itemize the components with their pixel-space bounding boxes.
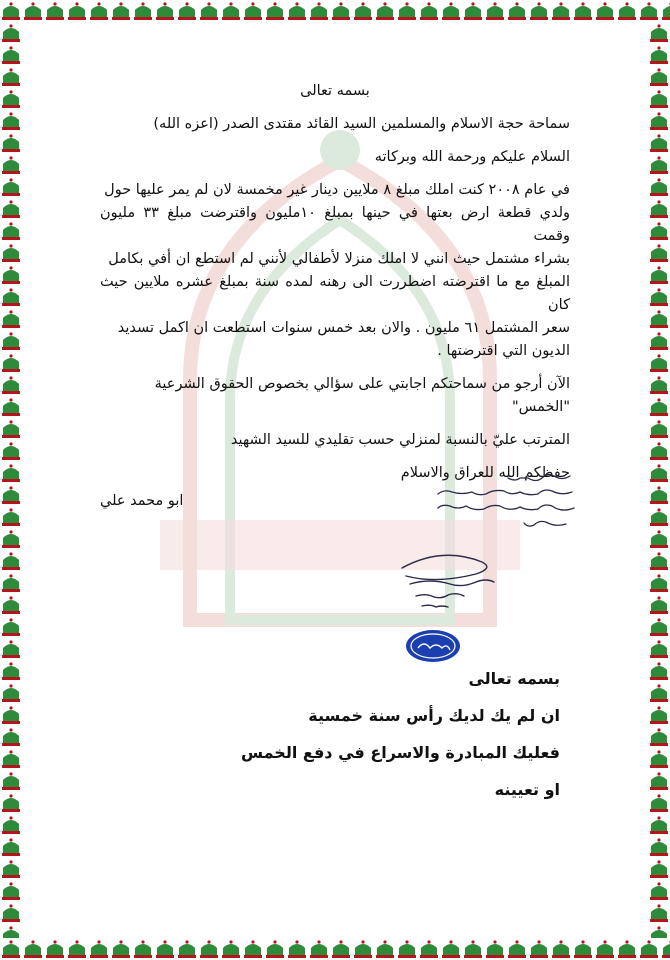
- border-tile: [650, 310, 668, 328]
- border-ornament: [0, 22, 22, 938]
- border-tile: [24, 2, 42, 20]
- border-tile: [650, 772, 668, 790]
- greeting: السلام عليكم ورحمة الله وبركاته: [374, 149, 570, 165]
- border-tile: [650, 178, 668, 196]
- border-tile: [2, 706, 20, 724]
- body-line: بشراء مشتمل حيث انني لا املك منزلا لأطفالي لأنني لم استطع ان أفي بكامل: [108, 251, 570, 267]
- border-tile: [2, 156, 20, 174]
- border-tile: [310, 940, 328, 958]
- border-tile: [2, 266, 20, 284]
- border-tile: [244, 2, 262, 20]
- border-tile: [46, 2, 64, 20]
- border-tile: [354, 940, 372, 958]
- border-tile: [2, 816, 20, 834]
- border-tile: [2, 420, 20, 438]
- border-tile: [650, 90, 668, 108]
- border-tile: [2, 222, 20, 240]
- border-tile: [222, 2, 240, 20]
- border-tile: [650, 200, 668, 218]
- border-tile: [650, 882, 668, 900]
- border-tile: [650, 332, 668, 350]
- border-tile: [2, 46, 20, 64]
- handwritten-answer: [380, 470, 580, 532]
- border-bottom: [0, 938, 670, 960]
- signature: [392, 550, 502, 610]
- border-ornament: [0, 938, 670, 960]
- border-tile: [112, 2, 130, 20]
- question-line: الآن أرجو من سماحتكم اجابتي على سؤالي بخصوص الحقوق الشرعية "الخمس": [154, 376, 570, 415]
- border-tile: [650, 508, 668, 526]
- border-tile: [2, 860, 20, 878]
- border-tile: [2, 728, 20, 746]
- border-left: [0, 22, 22, 938]
- border-tile: [156, 940, 174, 958]
- border-tile: [2, 530, 20, 548]
- border-ornament: [0, 0, 670, 22]
- border-tile: [398, 2, 416, 20]
- border-tile: [530, 940, 548, 958]
- border-tile: [640, 2, 658, 20]
- border-tile: [650, 266, 668, 284]
- border-tile: [650, 794, 668, 812]
- border-tile: [2, 354, 20, 372]
- letter-body: [100, 80, 570, 517]
- closing: حفظكم الله للعراق والاسلام: [400, 465, 570, 481]
- border-tile: [2, 90, 20, 108]
- border-tile: [376, 2, 394, 20]
- border-tile: [2, 940, 20, 958]
- border-tile: [650, 926, 668, 938]
- border-tile: [596, 940, 614, 958]
- border-ornament: [648, 22, 670, 938]
- border-tile: [2, 288, 20, 306]
- border-tile: [178, 940, 196, 958]
- border-tile: [650, 750, 668, 768]
- border-tile: [650, 838, 668, 856]
- border-tile: [2, 882, 20, 900]
- border-tile: [464, 940, 482, 958]
- border-tile: [650, 376, 668, 394]
- border-tile: [46, 940, 64, 958]
- border-tile: [650, 640, 668, 658]
- border-tile: [486, 2, 504, 20]
- border-tile: [310, 2, 328, 20]
- border-tile: [222, 940, 240, 958]
- salutation: بسمه تعالى: [300, 83, 370, 99]
- question-line: المترتب عليّ بالنسبة لمنزلي حسب تقليدي للسيد الشهيد: [230, 432, 570, 448]
- border-tile: [650, 574, 668, 592]
- border-tile: [596, 2, 614, 20]
- border-tile: [650, 68, 668, 86]
- border-tile: [650, 24, 668, 42]
- border-tile: [650, 486, 668, 504]
- border-tile: [650, 816, 668, 834]
- border-tile: [530, 2, 548, 20]
- border-tile: [200, 2, 218, 20]
- border-tile: [288, 2, 306, 20]
- border-tile: [2, 398, 20, 416]
- border-tile: [650, 464, 668, 482]
- border-tile: [112, 940, 130, 958]
- border-tile: [442, 2, 460, 20]
- border-tile: [244, 940, 262, 958]
- border-tile: [650, 706, 668, 724]
- border-tile: [354, 2, 372, 20]
- border-tile: [2, 794, 20, 812]
- border-tile: [650, 860, 668, 878]
- border-tile: [266, 940, 284, 958]
- border-tile: [376, 940, 394, 958]
- border-tile: [618, 2, 636, 20]
- border-tile: [442, 940, 460, 958]
- border-tile: [574, 940, 592, 958]
- border-tile: [420, 2, 438, 20]
- border-tile: [2, 112, 20, 130]
- border-tile: [68, 2, 86, 20]
- border-tile: [2, 178, 20, 196]
- border-tile: [486, 940, 504, 958]
- border-tile: [156, 2, 174, 20]
- border-tile: [2, 662, 20, 680]
- body-line: الديون التي اقترضتها .: [437, 343, 570, 359]
- border-tile: [650, 904, 668, 922]
- border-tile: [2, 376, 20, 394]
- border-tile: [650, 684, 668, 702]
- border-tile: [2, 68, 20, 86]
- border-tile: [650, 244, 668, 262]
- author-name: ابو محمد علي: [100, 493, 184, 509]
- border-tile: [662, 2, 670, 20]
- border-tile: [574, 2, 592, 20]
- border-tile: [2, 772, 20, 790]
- border-tile: [332, 2, 350, 20]
- border-tile: [650, 596, 668, 614]
- border-tile: [2, 244, 20, 262]
- border-tile: [2, 486, 20, 504]
- border-tile: [2, 508, 20, 526]
- border-tile: [2, 24, 20, 42]
- body-line: المبلغ مع ما اقترضته اضطررت الى رهنه لمده سنة بمبلغ عشره ملايين حيث كان: [100, 274, 570, 313]
- border-tile: [90, 2, 108, 20]
- border-tile: [2, 200, 20, 218]
- border-tile: [508, 2, 526, 20]
- border-tile: [650, 288, 668, 306]
- border-tile: [2, 684, 20, 702]
- border-tile: [200, 940, 218, 958]
- border-top: [0, 0, 670, 22]
- body-line: ولدي قطعة ارض بعتها في حينها بمبلغ ١٠مليون واقترضت مبلغ ٣٣ مليون وقمت: [100, 205, 570, 244]
- border-tile: [68, 940, 86, 958]
- border-tile: [2, 442, 20, 460]
- border-tile: [2, 574, 20, 592]
- border-tile: [2, 310, 20, 328]
- seal-stamp: [404, 628, 462, 664]
- border-tile: [552, 940, 570, 958]
- border-tile: [2, 464, 20, 482]
- border-tile: [552, 2, 570, 20]
- border-tile: [650, 156, 668, 174]
- border-tile: [2, 750, 20, 768]
- border-tile: [90, 940, 108, 958]
- border-tile: [288, 940, 306, 958]
- border-tile: [640, 940, 658, 958]
- border-tile: [508, 940, 526, 958]
- border-tile: [464, 2, 482, 20]
- border-tile: [650, 618, 668, 636]
- border-tile: [650, 112, 668, 130]
- reply-line: ان لم يك لديك رأس سنة خمسية: [308, 706, 560, 725]
- border-tile: [650, 420, 668, 438]
- border-tile: [2, 618, 20, 636]
- border-right: [648, 22, 670, 938]
- border-tile: [650, 728, 668, 746]
- border-tile: [2, 134, 20, 152]
- border-tile: [650, 222, 668, 240]
- border-tile: [134, 2, 152, 20]
- reply-line: بسمه تعالى: [468, 669, 560, 688]
- border-tile: [650, 442, 668, 460]
- border-tile: [420, 940, 438, 958]
- border-tile: [24, 940, 42, 958]
- border-tile: [134, 940, 152, 958]
- border-tile: [398, 940, 416, 958]
- border-tile: [2, 332, 20, 350]
- border-tile: [2, 2, 20, 20]
- border-tile: [650, 662, 668, 680]
- border-tile: [266, 2, 284, 20]
- border-tile: [662, 940, 670, 958]
- border-tile: [650, 398, 668, 416]
- border-tile: [332, 940, 350, 958]
- border-tile: [2, 596, 20, 614]
- reply-line: او تعيينه: [494, 780, 560, 799]
- border-tile: [2, 838, 20, 856]
- border-tile: [2, 904, 20, 922]
- body-line: سعر المشتمل ٦١ مليون . والان بعد خمس سنوات استطعت ان اكمل تسديد: [117, 320, 570, 336]
- border-tile: [650, 46, 668, 64]
- border-tile: [178, 2, 196, 20]
- body-line: في عام ٢٠٠٨ كنت املك مبلغ ٨ ملايين دينار غير مخمسة لان لم يمر عليها حول: [104, 182, 570, 198]
- border-tile: [618, 940, 636, 958]
- addressee: سماحة حجة الاسلام والمسلمين السيد القائد مقتدى الصدر (اعزه الله): [153, 116, 570, 132]
- border-tile: [650, 530, 668, 548]
- border-tile: [2, 640, 20, 658]
- reply-line: فعليك المبادرة والاسراع في دفع الخمس: [240, 743, 560, 762]
- border-tile: [650, 134, 668, 152]
- border-tile: [650, 354, 668, 372]
- border-tile: [2, 552, 20, 570]
- border-tile: [650, 552, 668, 570]
- border-tile: [2, 926, 20, 938]
- reply-section: [200, 666, 560, 814]
